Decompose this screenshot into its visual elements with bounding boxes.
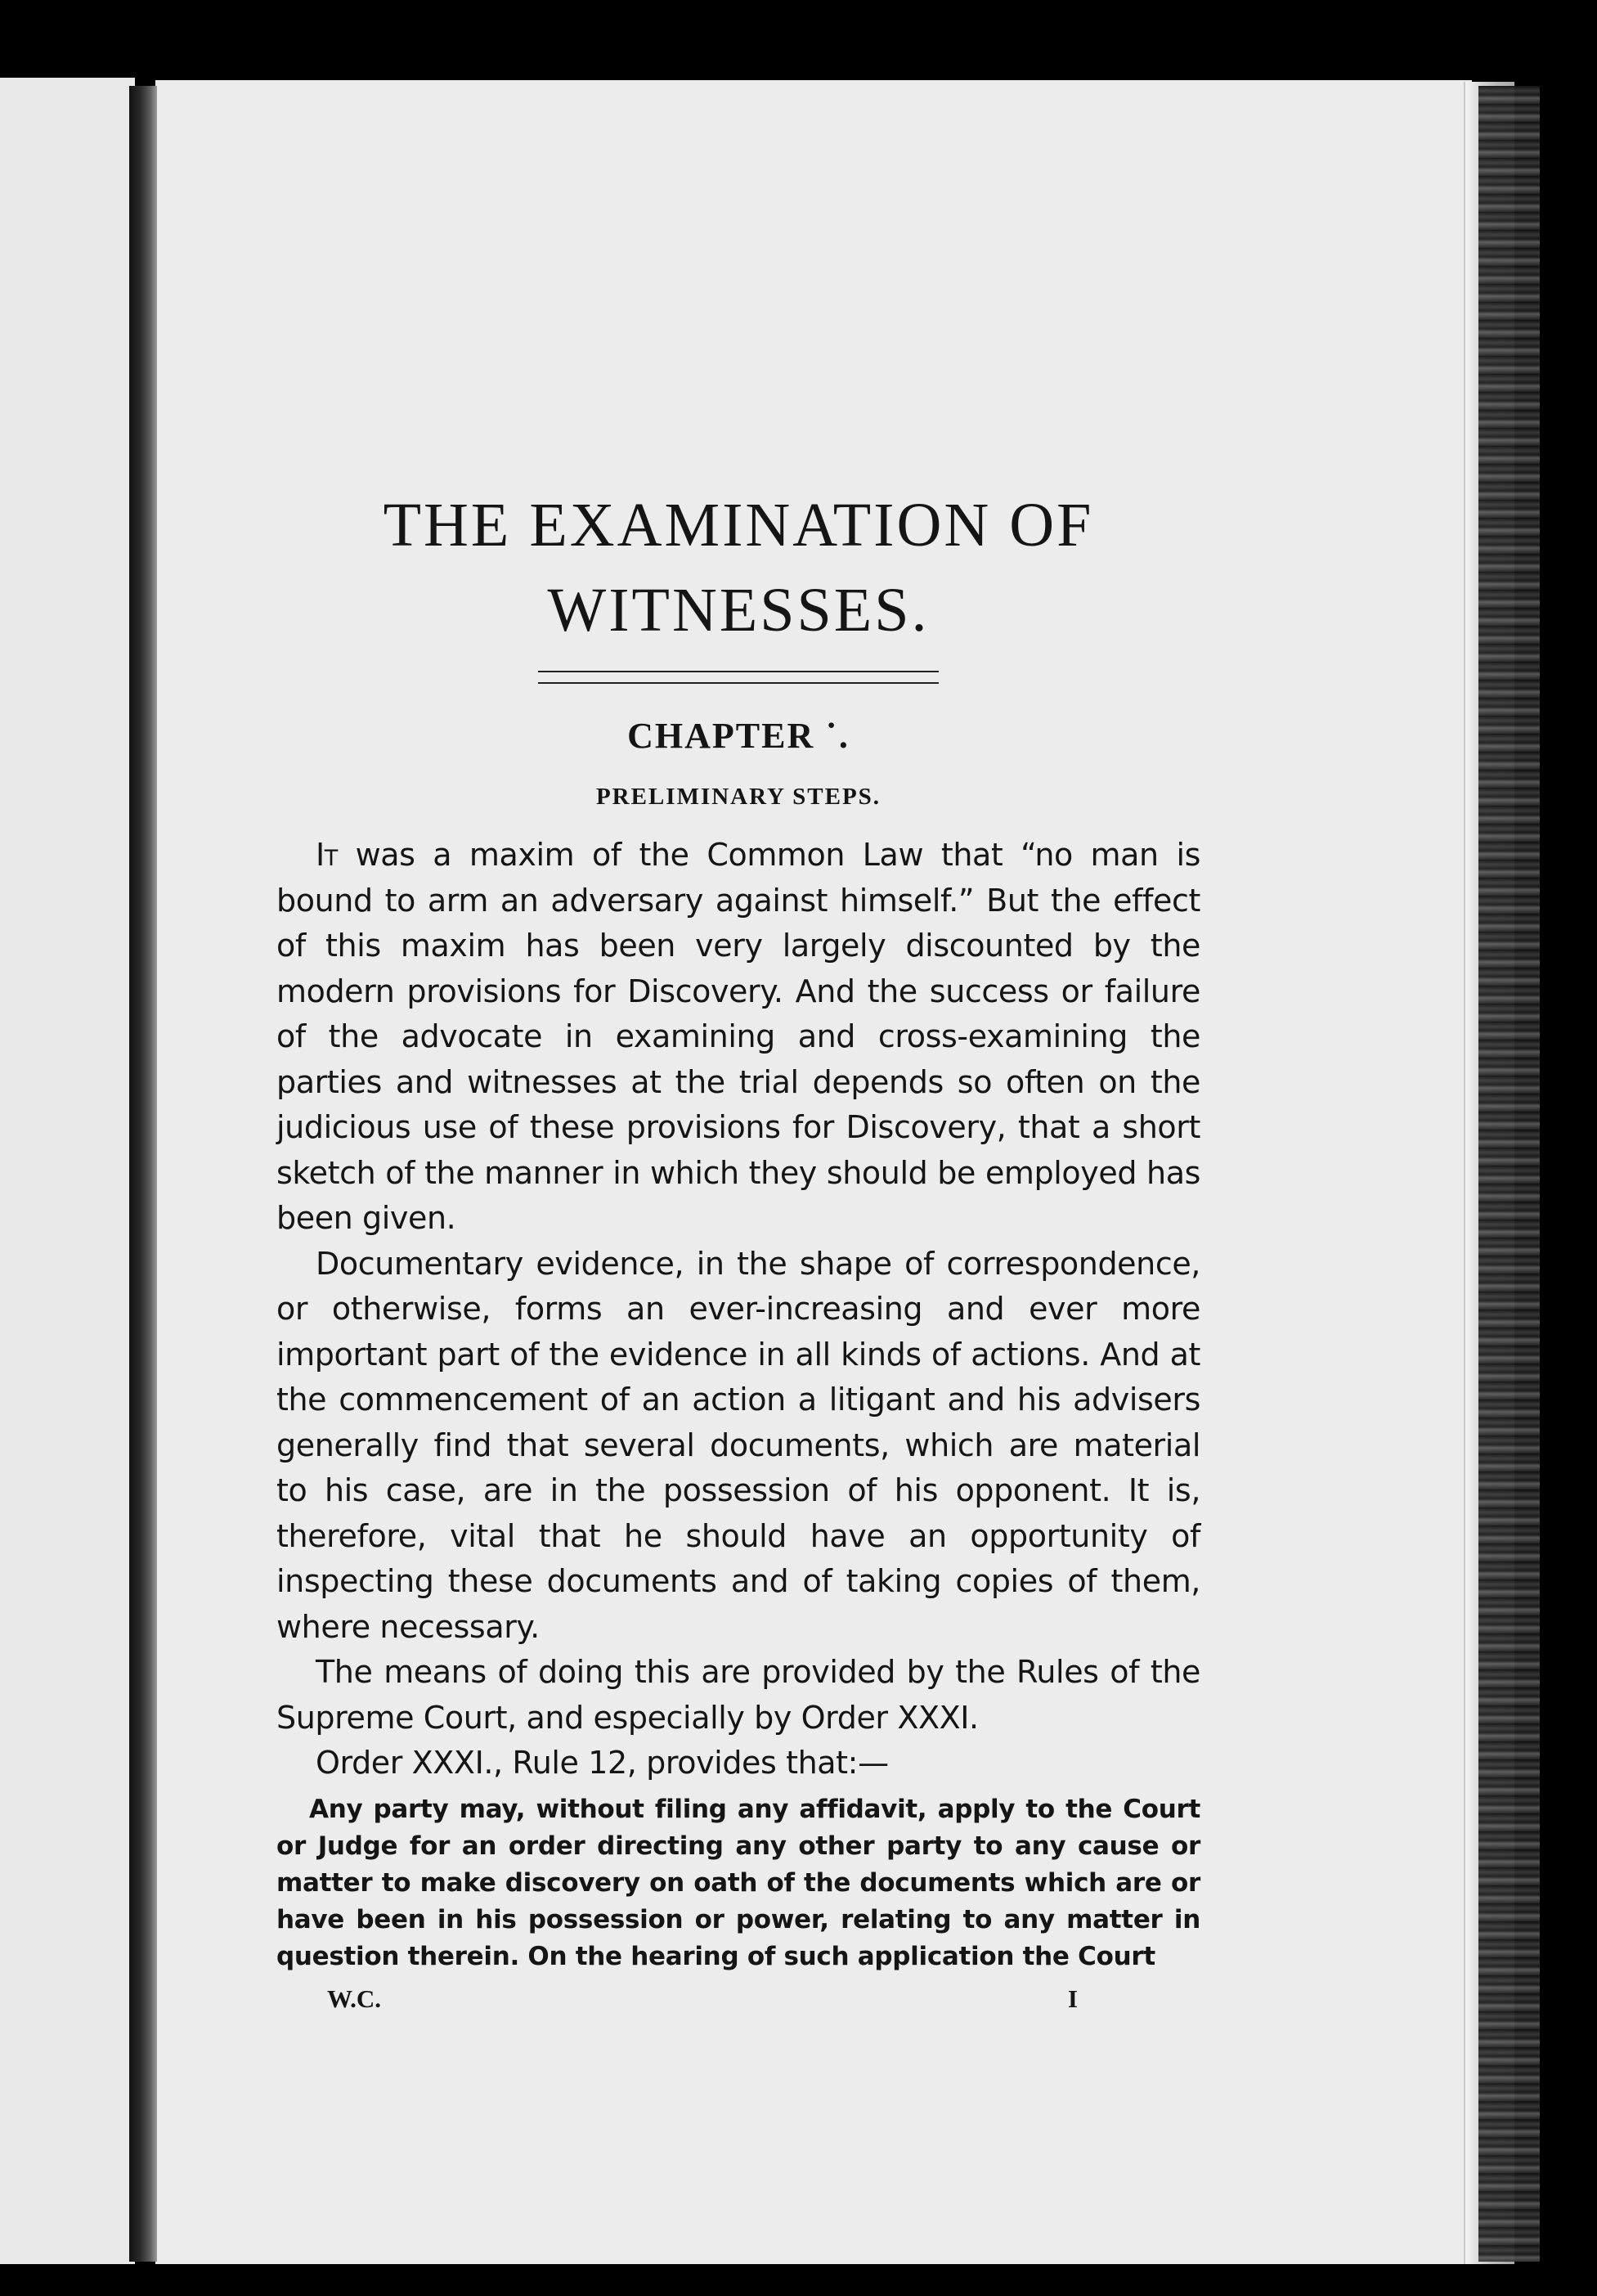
- book-title-line-2: WITNESSES.: [547, 576, 930, 645]
- paragraph-1: [276, 833, 1200, 1242]
- book-spine-edge: [1478, 86, 1540, 2262]
- page-footer: [276, 1982, 1200, 2016]
- book-title-line-1: THE EXAMINATION OF: [383, 491, 1094, 559]
- chapter-heading: CHAPTER ˙.: [627, 716, 850, 756]
- signature-mark: W.C.: [327, 1984, 382, 2013]
- paragraph-1-text: was a maxim of the Common Law that “no man is bound to arm an adversary against himself.” But the effect of this maxim has been very largely discounted by the modern provisions for Discovery. And the success or failure of the advocate in examining and cross-examining the parties and witnesses at the trial depends so often on the judicious use of these provisions for Discovery, that a short sketch of the manner in which they should be employed has been given.: [276, 837, 1200, 1236]
- paragraph-4: Order XXXI., Rule 12, provides that:—: [316, 1745, 889, 1781]
- section-heading: PRELIMINARY STEPS.: [595, 784, 881, 810]
- scan-border: [0, 2264, 1597, 2296]
- paragraph-3: The means of doing this are provided by the Rules of the Supreme Court, and especially by Order XXXI.: [276, 1654, 1200, 1736]
- book-title: [276, 483, 1200, 653]
- paragraph-2: Documentary evidence, in the shape of correspondence, or otherwise, forms an ever-increasing and ever more important part of the evidence in all kinds of actions. And at the commencement of an action a litigant and his advisers generally find that several documents, which are material to his case, are in the possession of his opponent. It is, therefore, vital that he should have an opportunity of inspecting these documents and of taking copies of them, where necessary.: [276, 1245, 1200, 1645]
- rule-quotation: Any party may, without filing any affidavit, apply to the Court or Judge for an order directing any other party to any cause or matter to make discovery on oath of the documents which are or have been in his possession or power, relating to any matter in question therein. On the hearing of such application the Court: [276, 1794, 1200, 1971]
- facing-page: [0, 78, 135, 2266]
- page-text-block: [276, 483, 1200, 2016]
- paragraph-1-lead: It: [316, 837, 338, 873]
- title-double-rule: [538, 671, 939, 684]
- book-gutter: [129, 86, 157, 2262]
- sheet-number: I: [1067, 1984, 1078, 2013]
